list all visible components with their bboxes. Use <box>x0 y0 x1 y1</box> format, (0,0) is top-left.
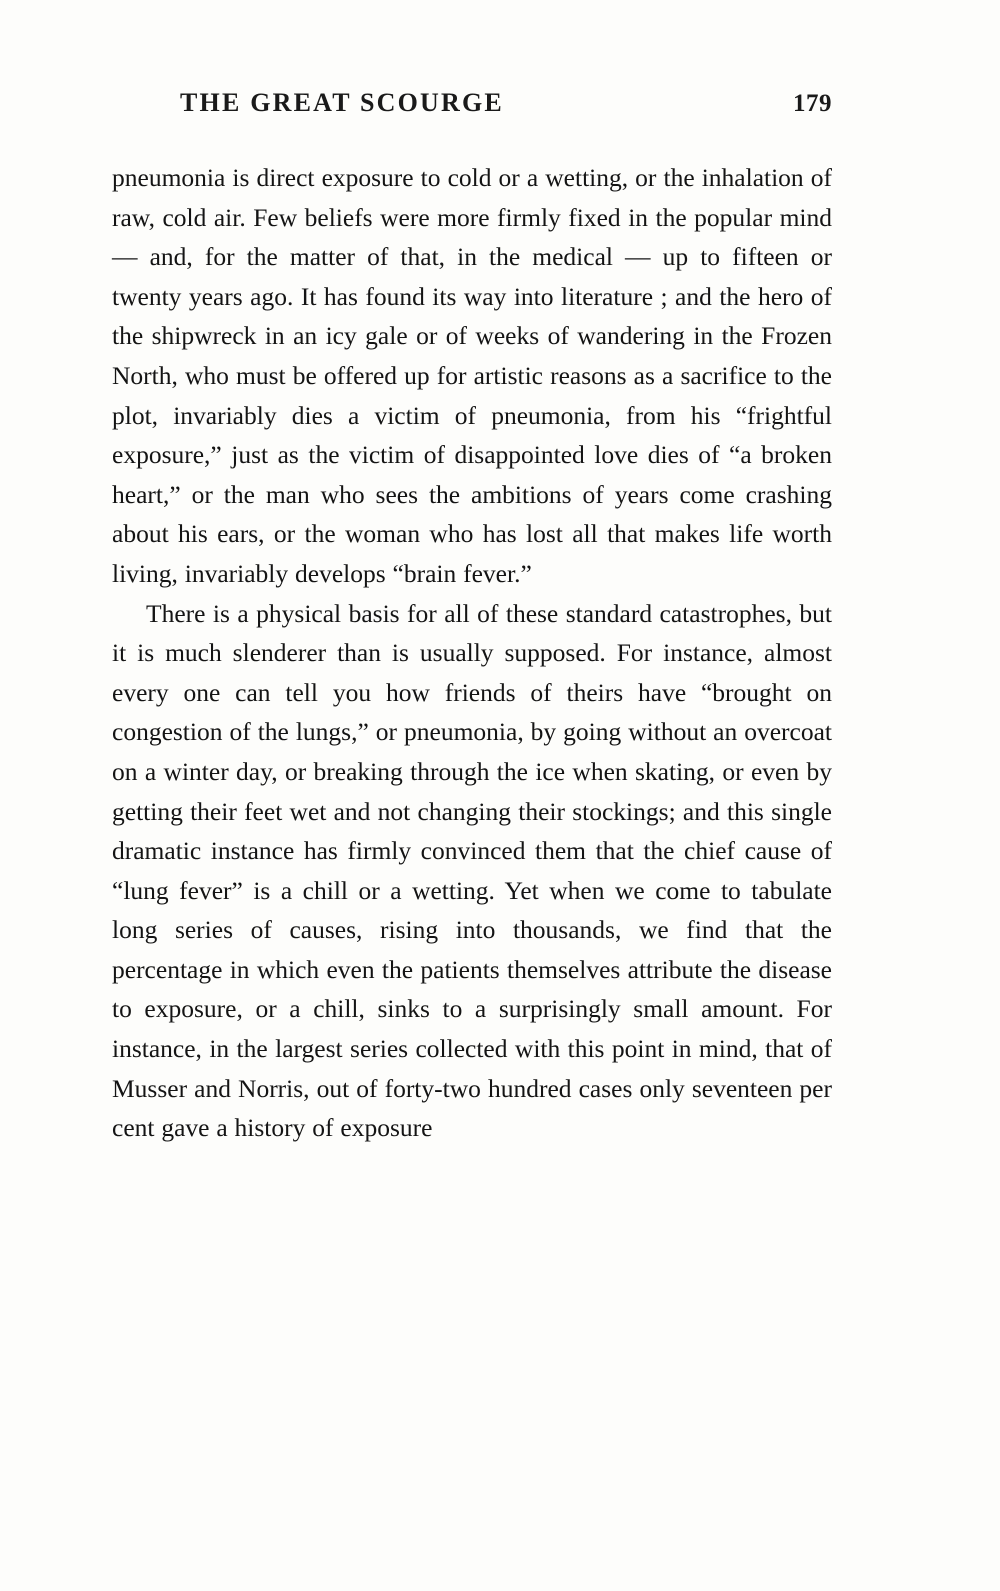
page-number: 179 <box>793 90 832 117</box>
running-head <box>112 88 832 118</box>
paragraph: There is a physical basis for all of these standard catastrophes, but it is much slenderer than is usually supposed. For instance, almost every one can tell you how friends of theirs have “brought on congestion of the lungs,” or pneumonia, by going without an overcoat on a winter day, or breaking through the ice when skating, or even by getting their feet wet and not changing their stockings; and this single dramatic instance has firmly convinced them that the chief cause of “lung fever” is a chill or a wetting. Yet when we come to tabulate long series of causes, rising into thousands, we find that the percentage in which even the patients themselves attribute the disease to exposure, or a chill, sinks to a surprisingly small amount. For instance, in the largest series collected with this point in mind, that of Musser and Norris, out of forty-two hundred cases only seventeen per cent gave a history of exposure <box>112 598 832 1143</box>
running-head-title: THE GREAT SCOURGE <box>180 88 504 117</box>
paragraph: pneumonia is direct exposure to cold or a wetting, or the inhalation of raw, cold air. Few beliefs were more firmly fixed in the popular mind — and, for the matter of that, in the medical — up to fifteen or twenty years ago. It has found its way into literature ; and the hero of the shipwreck in an icy gale or of weeks of wandering in the Frozen North, who must be offered up for artistic reasons as a sacrifice to the plot, invariably dies a victim of pneumonia, from his “frightful exposure,” just as the victim of disappointed love dies of “a broken heart,” or the man who sees the ambitions of years come crashing about his ears, or the woman who has lost all that makes life worth living, invariably develops “brain fever.” <box>112 163 832 588</box>
body-text <box>112 158 832 1148</box>
page-content <box>112 88 832 1148</box>
